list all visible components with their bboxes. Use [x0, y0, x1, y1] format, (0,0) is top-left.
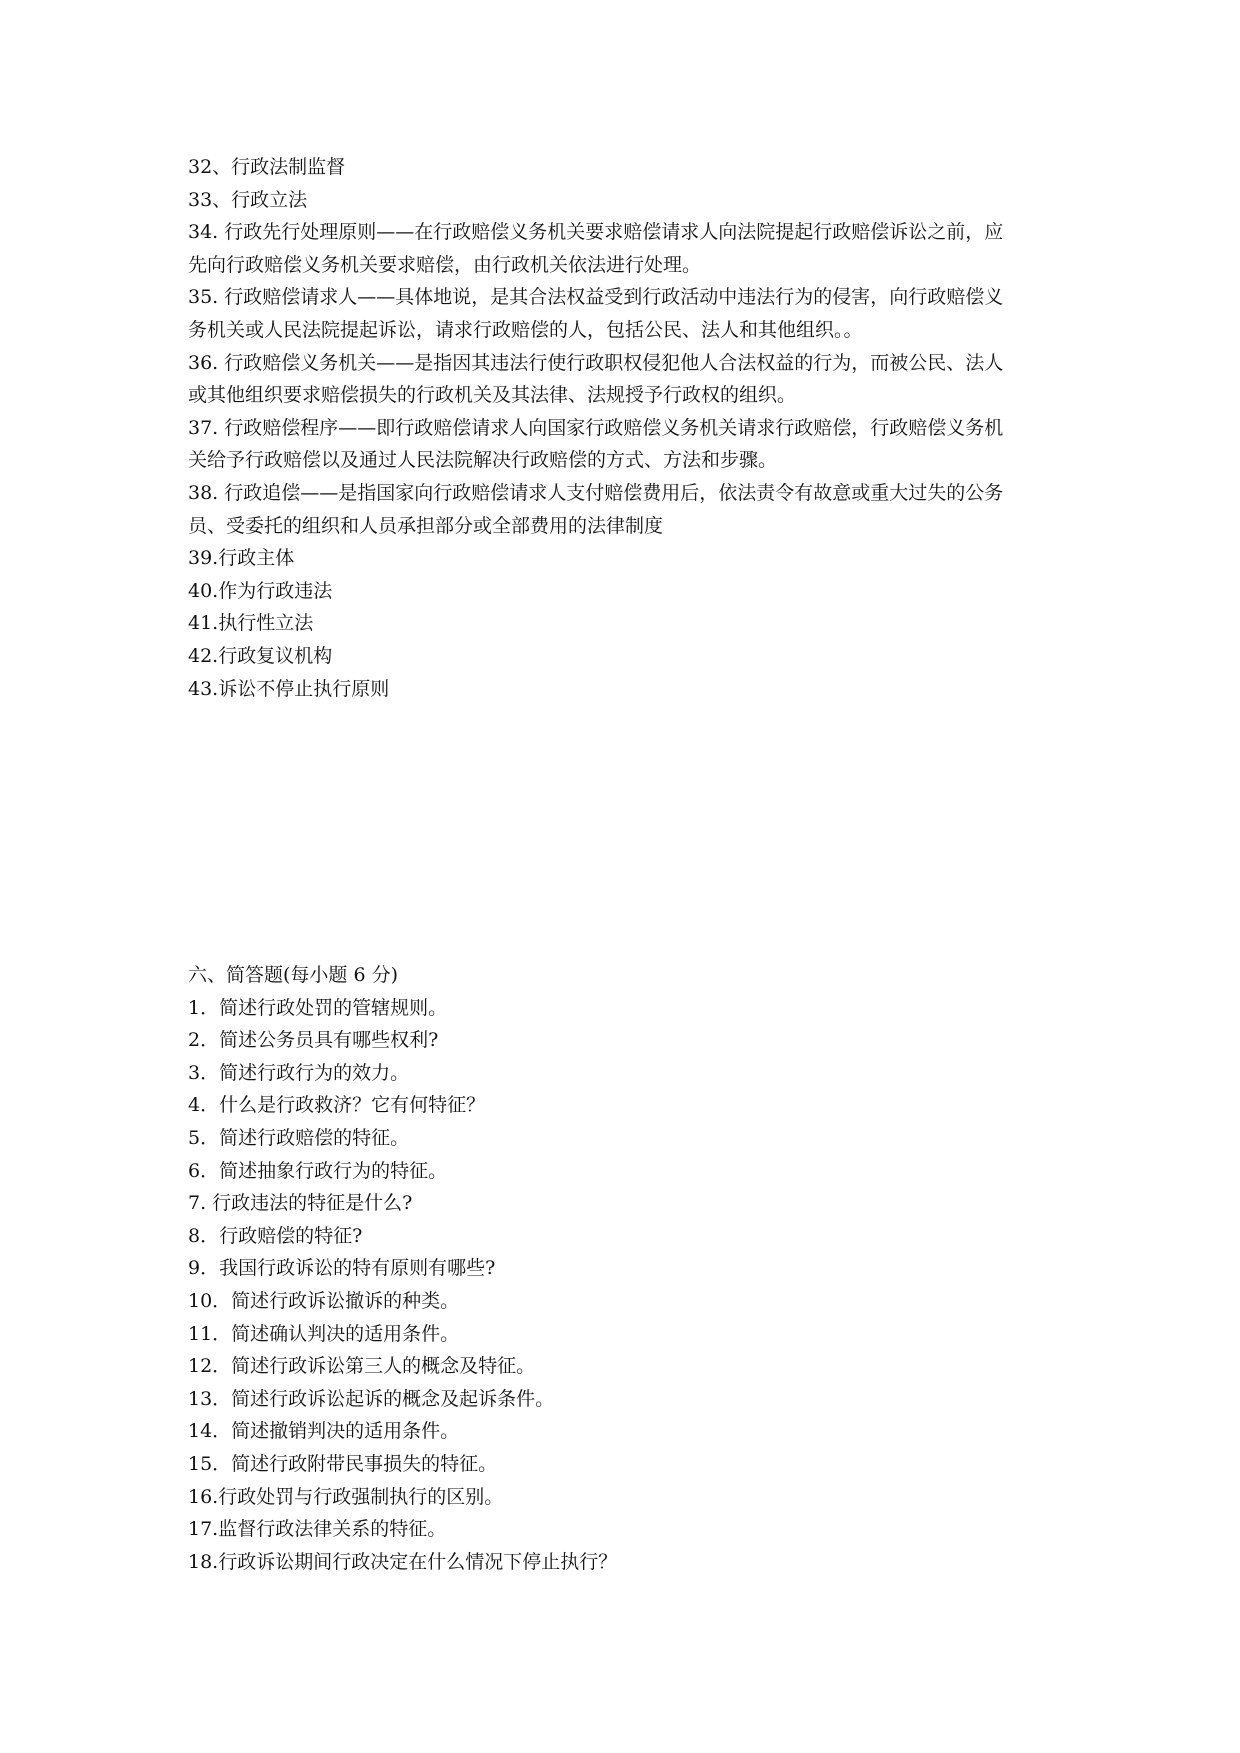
question-item: 5．简述行政赔偿的特征。 [188, 1126, 410, 1149]
term-line: 41.执行性立法 [188, 612, 314, 635]
question-item: 11．简述确认判决的适用条件。 [188, 1322, 460, 1345]
question-item: 2．简述公务员具有哪些权利? [188, 1029, 439, 1052]
term-line: 33、行政立法 [188, 188, 308, 211]
section-heading: 六、简答题(每小题 6 分) [188, 964, 398, 986]
question-item: 16.行政处罚与行政强制执行的区别。 [188, 1485, 504, 1508]
term-line: 35. 行政赔偿请求人——具体地说，是其合法权益受到行政活动中违法行为的侵害，向行政赔偿义 [188, 286, 1004, 309]
question-item: 4．什么是行政救济？它有何特征？ [188, 1094, 486, 1117]
term-definitions-list [188, 151, 1068, 705]
term-line: 务机关或人民法院提起诉讼，请求行政赔偿的人，包括公民、法人和其他组织。。 [188, 318, 863, 341]
short-answer-section [188, 959, 1068, 1578]
term-line: 43.诉讼不停止执行原则 [188, 677, 390, 700]
term-line: 34. 行政先行处理原则——在行政赔偿义务机关要求赔偿请求人向法院提起行政赔偿诉讼之前，应 [188, 221, 1004, 244]
term-line: 员、受委托的组织和人员承担部分或全部费用的法律制度 [188, 514, 664, 537]
term-line: 37. 行政赔偿程序——即行政赔偿请求人向国家行政赔偿义务机关请求行政赔偿，行政赔偿义务机 [188, 416, 1004, 439]
question-item: 1．简述行政处罚的管辖规则。 [188, 996, 448, 1019]
question-item: 12．简述行政诉讼第三人的概念及特征。 [188, 1355, 536, 1378]
question-item: 9．我国行政诉讼的特有原则有哪些? [188, 1257, 496, 1280]
question-item: 8．行政赔偿的特征? [188, 1224, 363, 1247]
question-item: 10．简述行政诉讼撤诉的种类。 [188, 1289, 460, 1312]
question-item: 6．简述抽象行政行为的特征。 [188, 1159, 448, 1182]
term-line: 或其他组织要求赔偿损失的行政机关及其法律、法规授予行政权的组织。 [188, 384, 797, 407]
question-item: 17.监督行政法律关系的特征。 [188, 1518, 447, 1541]
term-line: 36. 行政赔偿义务机关——是指因其违法行使行政职权侵犯他人合法权益的行为，而被公民、法人 [188, 351, 1004, 374]
term-line: 40.作为行政违法 [188, 579, 333, 602]
term-line: 关给予行政赔偿以及通过人民法院解决行政赔偿的方式、方法和步骤。 [188, 449, 778, 472]
question-item: 7. 行政违法的特征是什么? [188, 1192, 413, 1215]
term-line: 先向行政赔偿义务机关要求赔偿，由行政机关依法进行处理。 [188, 253, 702, 276]
question-item: 13．简述行政诉讼起诉的概念及起诉条件。 [188, 1387, 555, 1410]
question-item: 18.行政诉讼期间行政决定在什么情况下停止执行？ [188, 1550, 618, 1573]
term-line: 39.行政主体 [188, 547, 295, 570]
term-line: 32、行政法制监督 [188, 156, 346, 178]
term-line: 38. 行政追偿——是指国家向行政赔偿请求人支付赔偿费用后，依法责令有故意或重大过失的公务 [188, 481, 1004, 504]
term-line: 42.行政复议机构 [188, 644, 333, 667]
question-item: 3．简述行政行为的效力。 [188, 1061, 410, 1084]
question-item: 14．简述撤销判决的适用条件。 [188, 1420, 460, 1443]
question-item: 15．简述行政附带民事损失的特征。 [188, 1452, 498, 1475]
